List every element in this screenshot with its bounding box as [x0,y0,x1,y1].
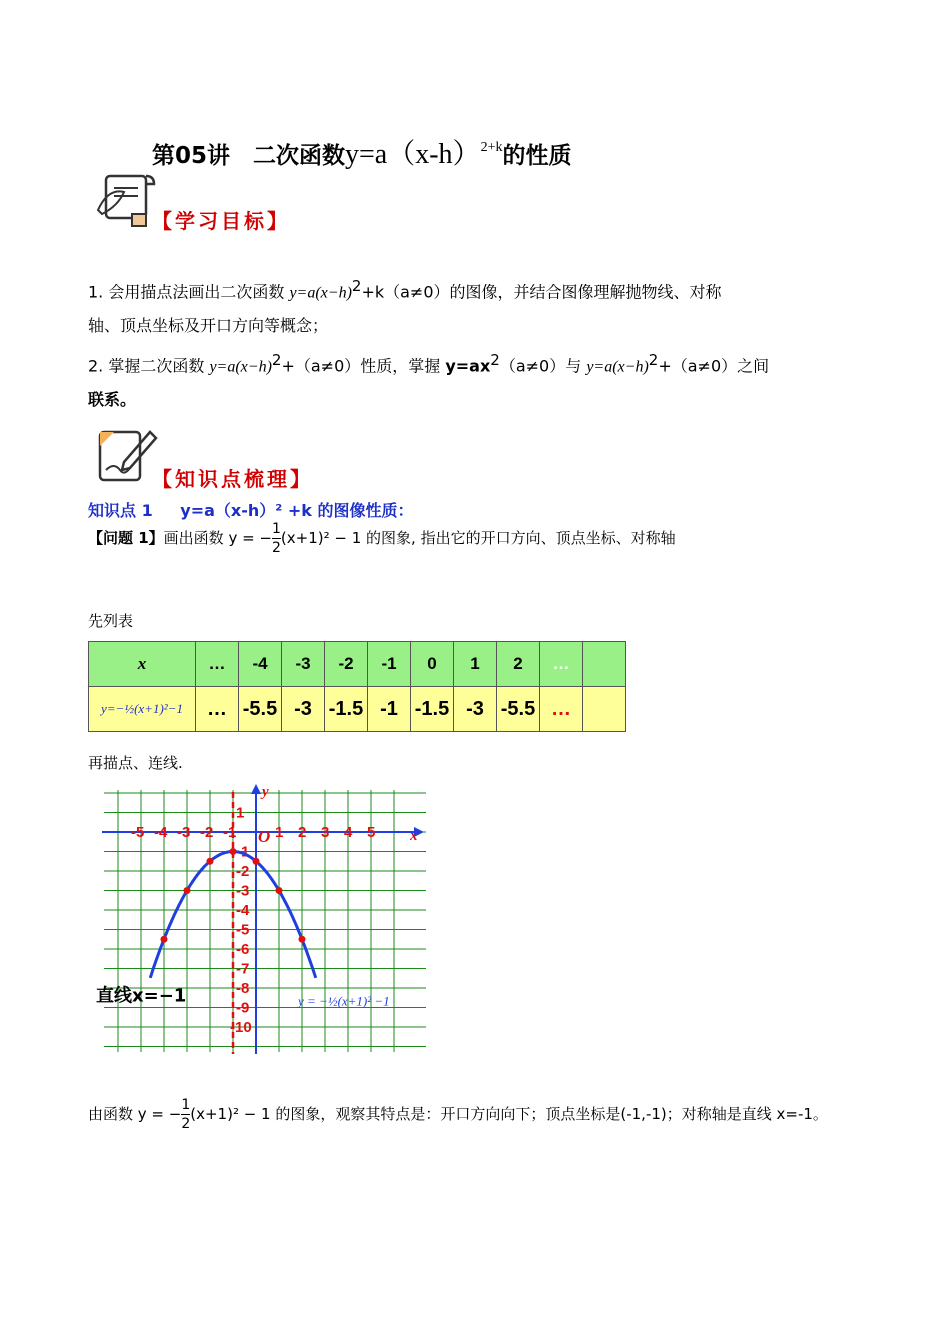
conclusion [88,1098,828,1131]
y-tick-label: 1 [236,804,245,822]
y-tick-label: -4 [236,902,250,919]
table-cell: … [540,642,583,687]
x-tick-label: 4 [344,824,353,841]
goal2-sup2: 2 [490,351,500,369]
goal2-bold: y=ax [445,356,491,376]
data-point [230,848,237,855]
goal1-mid: +k（a≠0）的图像，并结合图像理解抛物线、对称 [361,282,722,302]
y-tick-label: -7 [236,960,250,978]
x-tick-label: 5 [367,824,376,841]
table-row [89,687,626,732]
notepad-pencil-icon [94,422,158,486]
kp1-label: 知识点 1 [88,501,153,520]
y-tick-label: -1 [236,843,250,861]
frac-den: 2 [272,540,281,556]
section-heading-knowledge: 【知识点梳理】 [152,467,313,491]
goal2-line2: 联系。 [88,390,137,410]
table-cell: -2 [325,642,368,687]
conclusion-post: (x+1)² − 1 的图象，观察其特点是：开口方向向下；顶点坐标是(-1,-1)；对称轴是直线 x=-1。 [190,1105,828,1123]
x-tick-label: 2 [298,824,307,841]
title-sup-k: +k [487,140,503,155]
table-cell: -1 [368,642,411,687]
x-tick-label: 3 [321,824,330,841]
x-tick-label: 1 [275,824,284,841]
table-cell: … [196,642,239,687]
title-suffix: 的性质 [502,143,572,169]
goal2-mid2: （a≠0）与 [499,356,587,376]
goal-2 [88,344,864,416]
problem1-post: (x+1)² − 1 的图象, 指出它的开口方向、顶点坐标、对称轴 [280,529,676,547]
table-cell [583,687,626,732]
x-tick-label: -2 [200,824,214,841]
axis-line-label: 直线x=−1 [96,985,187,1007]
problem1-tag: 【问题 1】 [88,529,164,547]
frac-num: 1 [181,1097,191,1113]
title-sup-2: 2 [480,140,488,155]
goal2-formula: y=a(x−h) [209,358,272,376]
table-cell: … [540,687,583,732]
goal2-mid: +（a≠0）性质，掌握 [281,356,446,376]
parabola-chart [96,780,436,1056]
table-cell: … [196,687,239,732]
knowledge-point-1 [88,498,413,521]
y-tick-label: -6 [236,941,250,958]
title-prefix: 第05讲 二次函数 [152,143,346,169]
curve-label: y = −½(x+1)² −1 [298,993,390,1009]
table-cell: -1.5 [325,687,368,732]
goal2-pre: 2. 掌握二次函数 [88,356,210,376]
x-axis-label: x [410,828,418,844]
conclusion-pre: 由函数 y = − [88,1105,182,1123]
goal2-formula2: y=a(x−h) [586,358,649,376]
y-tick-label: -8 [236,980,250,997]
goal1-pre: 1. 会用描点法画出二次函数 [88,282,290,302]
y-axis-arrow [251,784,261,794]
goal2-sup3: 2 [648,351,659,369]
data-point [207,858,214,865]
y-axis-label: y [262,784,269,800]
plot-label: 再描点、连线. [88,754,183,772]
table-cell: y=−½(x+1)²−1 [89,687,196,732]
data-point [253,858,260,865]
table-cell: -5.5 [239,687,282,732]
frac-num: 1 [272,521,281,537]
x-tick-label: -5 [131,824,145,841]
list-table-label: 先列表 [88,612,134,630]
problem-1 [88,522,676,555]
table-cell: x [89,642,196,687]
x-tick-label: -1 [223,824,237,841]
y-tick-label: -9 [236,999,250,1017]
data-point [276,887,283,894]
frac-den: 2 [181,1116,191,1132]
origin-label: O [258,827,271,846]
table-cell: -5.5 [497,687,540,732]
goal1-sup: 2 [351,277,362,295]
data-point [184,887,191,894]
table-row [89,642,626,687]
table-cell: 1 [454,642,497,687]
title-formula: y=a（x-h） [345,139,481,170]
table-cell: -4 [239,642,282,687]
table-cell: -3 [454,687,497,732]
data-point [299,936,306,943]
table-cell [583,642,626,687]
table-cell: -3 [282,687,325,732]
table-cell: 2 [497,642,540,687]
problem1-fraction [272,522,281,555]
conclusion-fraction [181,1098,190,1131]
goal-1 [88,270,864,342]
section-heading-goals: 【学习目标】 [152,209,290,233]
scroll-quill-icon [92,170,158,232]
page-title [152,132,571,172]
y-tick-label: -3 [236,882,250,900]
goal1-formula: y=a(x−h) [289,284,352,302]
goal2-end: +（a≠0）之间 [658,356,770,376]
y-tick-label: -2 [236,863,250,880]
kp1-text: y=a（x-h）² +k 的图像性质： [180,501,414,520]
value-table [88,641,626,732]
x-tick-label: -3 [177,824,191,841]
data-point [161,936,168,943]
y-tick-label: -10 [230,1019,252,1036]
table-cell: -1.5 [411,687,454,732]
problem1-pre: 画出函数 y = − [163,529,272,547]
goal2-sup: 2 [271,351,282,369]
x-tick-label: -4 [154,824,168,841]
parabola-chart-svg [96,780,436,1056]
table-cell: 0 [411,642,454,687]
y-tick-label: -5 [236,921,250,939]
table-cell: -3 [282,642,325,687]
table-cell: -1 [368,687,411,732]
goal1-line2: 轴、顶点坐标及开口方向等概念； [88,316,329,336]
